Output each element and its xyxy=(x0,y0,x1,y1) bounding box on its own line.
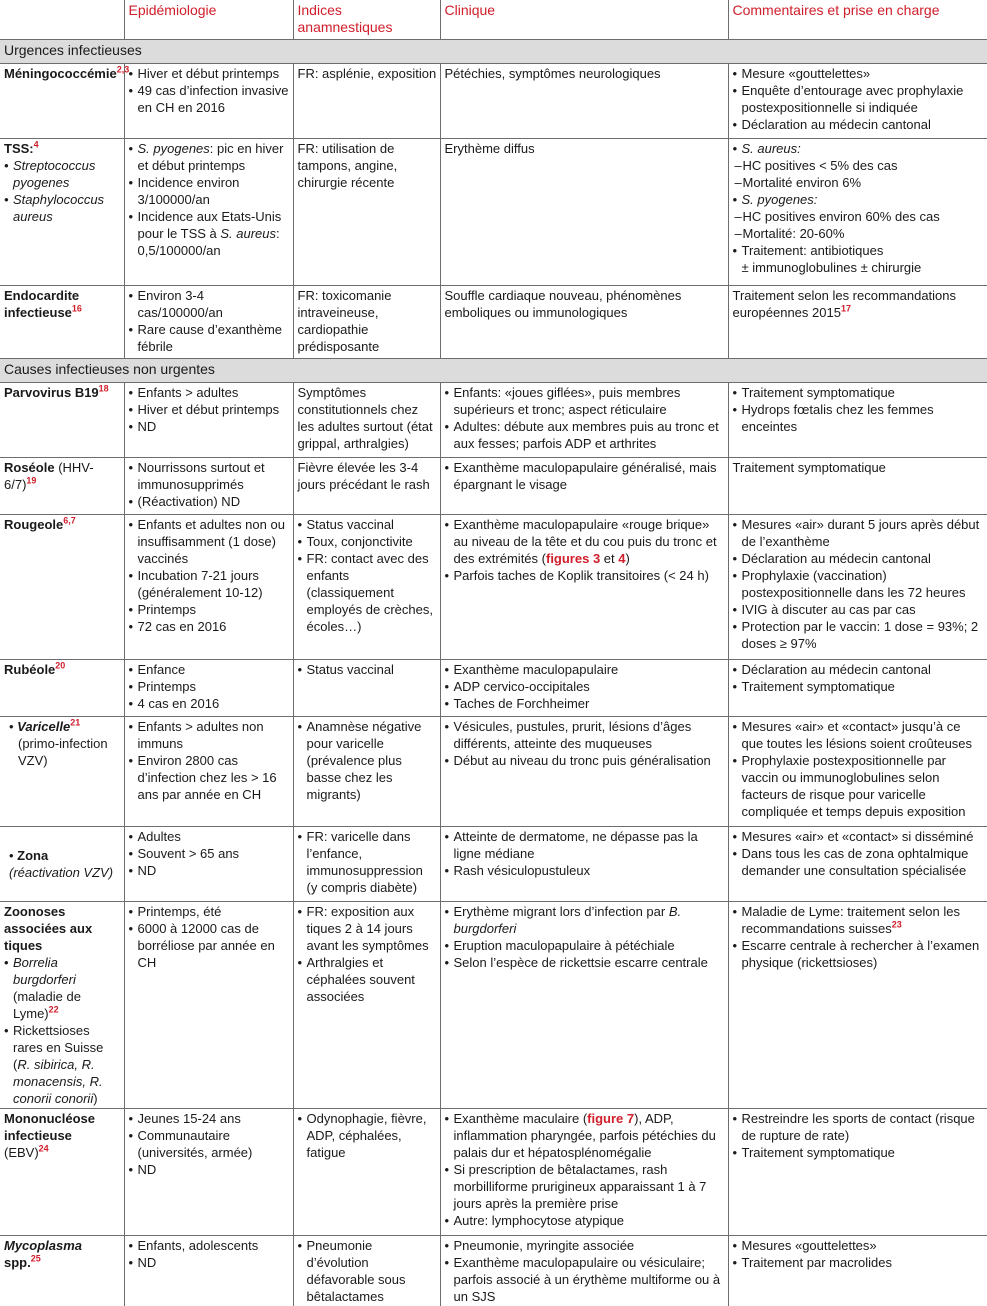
list-item: • Nourrissons surtout et immunosupprimés xyxy=(129,459,290,493)
commentaires-cell xyxy=(728,64,987,139)
list-item: • Hiver et début printemps xyxy=(129,65,290,82)
row-name: Méningococcémie$^{2,3}$ xyxy=(0,64,124,139)
list-item: • Mesures «air» durant 5 jours après début de l’exanthème xyxy=(733,516,985,550)
list-item: • Rickettsioses rares en Suisse (R. sibirica, R. monacensis, R. conorii conorii) xyxy=(4,1022,121,1107)
clinique-cell xyxy=(440,383,728,458)
list-item: – Mortalité environ 6% xyxy=(733,174,985,191)
list-item: • Status vaccinal xyxy=(298,516,437,533)
list-item: • ADP cervico-occipitales xyxy=(445,678,725,695)
commentaires-cell xyxy=(728,660,987,717)
list-item: • Déclaration au médecin cantonal xyxy=(733,661,985,678)
list-item: • Vésicules, pustules, prurit, lésions d’âges différents, atteinte des muqueuses xyxy=(445,718,725,752)
indices-cell: FR: utilisation de tampons, angine, chirurgie récente xyxy=(293,139,440,286)
row-name: TSS:$^4$ • Streptococcus pyogenes • Staphylococcus aureus xyxy=(0,139,124,286)
header-commentaires: Commentaires et prise en charge xyxy=(728,0,987,40)
list-item: • Erythème migrant lors d’infection par B. burgdorferi xyxy=(445,903,725,937)
list-item: • Protection par le vaccin: 1 dose = 93%; 2 doses ≥ 97% xyxy=(733,618,985,652)
list-item: • Mesures «gouttelettes» xyxy=(733,1237,985,1254)
clinique-cell xyxy=(440,717,728,827)
list-item: • 72 cas en 2016 xyxy=(129,618,290,635)
header-name xyxy=(0,0,124,40)
commentaires-cell: Traitement selon les recommandations européennes 2015$^{17}$ xyxy=(728,286,987,359)
list-item: • S. pyogenes: pic en hiver et début printemps xyxy=(129,140,290,174)
section-row xyxy=(0,359,987,383)
clinique-cell: Pétéchies, symptômes neurologiques xyxy=(440,64,728,139)
indices-cell: Fièvre élevée les 3-4 jours précédant le rash xyxy=(293,458,440,515)
list-item: • Environ 3-4 cas/100000/an xyxy=(129,287,290,321)
row-name: Parvovirus $B19^{18}$ xyxy=(0,383,124,458)
commentaires-cell xyxy=(728,902,987,1109)
list-item: • Pneumonie, myringite associée xyxy=(445,1237,725,1254)
section-row xyxy=(0,40,987,64)
commentaires-cell xyxy=(728,139,987,286)
figure-link[interactable]: 4 xyxy=(618,551,625,566)
epidemiologie-cell xyxy=(124,660,293,717)
list-item: • Toux, conjonctivite xyxy=(298,533,437,550)
table-row xyxy=(0,827,987,902)
row-name: • Zona (réactivation VZV) xyxy=(0,827,124,902)
list-item: • Enfants, adolescents xyxy=(129,1237,290,1254)
header-indices: Indices anamnestiques xyxy=(293,0,440,40)
list-item: • Enfants: «joues giflées», puis membres supérieurs et tronc; aspect réticulaire xyxy=(445,384,725,418)
indices-cell: FR: asplénie, exposition xyxy=(293,64,440,139)
list-item: • Traitement: antibiotiques xyxy=(733,242,985,259)
clinique-cell xyxy=(440,660,728,717)
list-item: • Adultes xyxy=(129,828,290,845)
figure-link[interactable]: figures 3 xyxy=(546,551,600,566)
epidemiologie-cell xyxy=(124,902,293,1109)
row-name: • Varicelle$^{21}$ (primo-infection VZV) xyxy=(0,717,124,827)
row-name: Roséole $(HHV-6/7)^{19}$ xyxy=(0,458,124,515)
table-row xyxy=(0,458,987,515)
list-item: • Eruption maculopapulaire à pétéchiale xyxy=(445,937,725,954)
list-item: • Pneumonie d’évolution défavorable sous bêtalactames xyxy=(298,1237,437,1305)
list-item: • Enfants > adultes xyxy=(129,384,290,401)
list-item: • Incubation 7-21 jours (généralement 10-12) xyxy=(129,567,290,601)
row-name: Endocardite infectieuse$^{16}$ xyxy=(0,286,124,359)
list-item: • FR: contact avec des enfants (classiquement employés de crèches, écoles…) xyxy=(298,550,437,635)
list-item: • Atteinte de dermatome, ne dépasse pas la ligne médiane xyxy=(445,828,725,862)
list-item: • Exanthème maculopapulaire «rouge brique» au niveau de la tête et du cou puis du tronc et des extrémités (figures 3 et 4) xyxy=(445,516,725,567)
list-item: • Prophylaxie (vaccination) postexpositionnelle dans les 72 heures xyxy=(733,567,985,601)
commentaires-cell: Traitement symptomatique xyxy=(728,458,987,515)
list-item: • Autre: lymphocytose atypique xyxy=(445,1212,725,1229)
list-item: • Printemps xyxy=(129,601,290,618)
indices-cell xyxy=(293,717,440,827)
list-item: • Odynophagie, fièvre, ADP, céphalées, fatigue xyxy=(298,1110,437,1161)
list-item: • Exanthème maculopapulaire ou vésiculaire; parfois associé à un érythème multiforme ou à un SJS xyxy=(445,1254,725,1305)
list-item: • IVIG à discuter au cas par cas xyxy=(733,601,985,618)
list-item: • FR: exposition aux tiques 2 à 14 jours avant les symptômes xyxy=(298,903,437,954)
list-item: • S. aureus: xyxy=(733,140,985,157)
indices-cell xyxy=(293,515,440,660)
list-item: • Taches de Forchheimer xyxy=(445,695,725,712)
header-epidemiologie: Epidémiologie xyxy=(124,0,293,40)
clinique-cell xyxy=(440,827,728,902)
list-item: • Incidence aux Etats-Unis pour le TSS à S. aureus: 0,5/100000/an xyxy=(129,208,290,259)
list-item: • Hiver et début printemps xyxy=(129,401,290,418)
list-item: – HC positives environ 60% des cas xyxy=(733,208,985,225)
epidemiologie-cell xyxy=(124,717,293,827)
list-item: • Traitement symptomatique xyxy=(733,1144,985,1161)
list-item: – Mortalité: 20-60% xyxy=(733,225,985,242)
header-row xyxy=(0,0,987,40)
list-item: • ND xyxy=(129,1161,290,1178)
list-item: • Dans tous les cas de zona ophtalmique demander une consultation spécialisée xyxy=(733,845,985,879)
list-item: • Maladie de Lyme: traitement selon les recommandations suisses$^{23}$ xyxy=(733,903,985,937)
epidemiologie-cell xyxy=(124,1109,293,1236)
list-item: • Rash vésiculopustuleux xyxy=(445,862,725,879)
list-item: • Staphylococcus aureus xyxy=(4,191,121,225)
list-item: • Souvent > 65 ans xyxy=(129,845,290,862)
list-item: • FR: varicelle dans l’enfance, immunosuppression (y compris diabète) xyxy=(298,828,437,896)
table-row xyxy=(0,1236,987,1306)
list-item: • Mesures «air» et «contact» si disséminé xyxy=(733,828,985,845)
list-item: • Enfants et adultes non ou insuffisamment (1 dose) vaccinés xyxy=(129,516,290,567)
list-item: • Selon l’espèce de rickettsie escarre centrale xyxy=(445,954,725,971)
table-row xyxy=(0,660,987,717)
list-item: • Status vaccinal xyxy=(298,661,437,678)
epidemiologie-cell xyxy=(124,286,293,359)
list-item: • ND xyxy=(129,1254,290,1271)
table-row xyxy=(0,902,987,1109)
list-item: • Si prescription de bêtalactames, rash morbilliforme prurigineux apparaissant 1 à 7 jours après la première prise xyxy=(445,1161,725,1212)
list-item: • Borrelia burgdorferi (maladie de Lyme)$^{22}$ xyxy=(4,954,121,1022)
list-item: • Début au niveau du tronc puis généralisation xyxy=(445,752,725,769)
commentaires-cell xyxy=(728,1236,987,1306)
table-row xyxy=(0,64,987,139)
row-name: Mycoplasma spp.$^{25}$ xyxy=(0,1236,124,1306)
list-item: • Déclaration au médecin cantonal xyxy=(733,550,985,567)
commentaires-cell xyxy=(728,827,987,902)
list-item: • 4 cas en 2016 xyxy=(129,695,290,712)
epidemiologie-cell xyxy=(124,515,293,660)
list-item: • Incidence environ 3/100000/an xyxy=(129,174,290,208)
clinique-cell: Erythème diffus xyxy=(440,139,728,286)
row-name: Mononucléose infectieuse (EBV)$^{24}$ xyxy=(0,1109,124,1236)
epidemiologie-cell xyxy=(124,139,293,286)
epidemiologie-cell xyxy=(124,458,293,515)
list-item: • Traitement symptomatique xyxy=(733,384,985,401)
list-item: • Streptococcus pyogenes xyxy=(4,157,121,191)
list-item: • Enfance xyxy=(129,661,290,678)
list-item: • ND xyxy=(129,862,290,879)
row-name: Rougeole$^{6,7}$ xyxy=(0,515,124,660)
list-item: • Exanthème maculopapulaire généralisé, mais épargnant le visage xyxy=(445,459,725,493)
list-item: • Printemps xyxy=(129,678,290,695)
table-row xyxy=(0,139,987,286)
list-item: • Environ 2800 cas d’infection chez les > 16 ans par année en CH xyxy=(129,752,290,803)
list-item: ± immunoglobulines ± chirurgie xyxy=(733,259,985,276)
indices-cell xyxy=(293,1109,440,1236)
epidemiologie-cell xyxy=(124,64,293,139)
list-item: • Mesure «gouttelettes» xyxy=(733,65,985,82)
epidemiologie-cell xyxy=(124,827,293,902)
figure-link[interactable]: figure 7 xyxy=(587,1111,634,1126)
list-item: • Communautaire (universités, armée) xyxy=(129,1127,290,1161)
list-item: – HC positives < 5% des cas xyxy=(733,157,985,174)
list-item: • Parfois taches de Koplik transitoires (< 24 h) xyxy=(445,567,725,584)
section-title: Causes infectieuses non urgentes xyxy=(0,359,987,383)
epidemiologie-cell xyxy=(124,383,293,458)
commentaires-cell xyxy=(728,383,987,458)
commentaires-cell xyxy=(728,717,987,827)
table-row xyxy=(0,717,987,827)
list-item: • Restreindre les sports de contact (risque de rupture de rate) xyxy=(733,1110,985,1144)
list-item: • 49 cas d’infection invasive en CH en 2016 xyxy=(129,82,290,116)
list-item: • Traitement par macrolides xyxy=(733,1254,985,1271)
indices-cell xyxy=(293,1236,440,1306)
list-item: • Enquête d’entourage avec prophylaxie postexpositionnelle si indiquée xyxy=(733,82,985,116)
list-item: • Traitement symptomatique xyxy=(733,678,985,695)
list-item: • Anamnèse négative pour varicelle (prévalence plus basse chez les migrants) xyxy=(298,718,437,803)
clinique-cell xyxy=(440,515,728,660)
list-item: • S. pyogenes: xyxy=(733,191,985,208)
list-item: • Mesures «air» et «contact» jusqu’à ce que toutes les lésions soient croûteuses xyxy=(733,718,985,752)
indices-cell: FR: toxicomanie intraveineuse, cardiopathie prédisposante xyxy=(293,286,440,359)
epidemiologie-cell xyxy=(124,1236,293,1306)
list-item: • Arthralgies et céphalées souvent associées xyxy=(298,954,437,1005)
table-row xyxy=(0,286,987,359)
indices-cell xyxy=(293,660,440,717)
list-item: • Exanthème maculopapulaire xyxy=(445,661,725,678)
list-item: • 6000 à 12000 cas de borréliose par année en CH xyxy=(129,920,290,971)
section-title: Urgences infectieuses xyxy=(0,40,987,64)
clinique-cell xyxy=(440,458,728,515)
indices-cell: Symptômes constitutionnels chez les adultes surtout (état grippal, arthralgies) xyxy=(293,383,440,458)
list-item: • Adultes: débute aux membres puis au tronc et aux fesses; parfois ADP et arthrites xyxy=(445,418,725,452)
list-item: • Rare cause d’exanthème fébrile xyxy=(129,321,290,355)
list-item: • Déclaration au médecin cantonal xyxy=(733,116,985,133)
list-item: • Escarre centrale à rechercher à l’examen physique (rickettsioses) xyxy=(733,937,985,971)
list-item: • Printemps, été xyxy=(129,903,290,920)
list-item: • Enfants > adultes non immuns xyxy=(129,718,290,752)
clinique-cell xyxy=(440,1236,728,1306)
table-row xyxy=(0,1109,987,1236)
indices-cell xyxy=(293,827,440,902)
indices-cell xyxy=(293,902,440,1109)
row-name: Rubéole$^{20}$ xyxy=(0,660,124,717)
list-item: • Hydrops fœtalis chez les femmes enceintes xyxy=(733,401,985,435)
list-item: • Exanthème maculaire (figure 7), ADP, inflammation pharyngée, parfois pétéchies du palais dur et hépatosplénomégalie xyxy=(445,1110,725,1161)
commentaires-cell xyxy=(728,515,987,660)
clinique-cell xyxy=(440,902,728,1109)
clinique-cell: Souffle cardiaque nouveau, phénomènes emboliques ou immunologiques xyxy=(440,286,728,359)
clinique-cell xyxy=(440,1109,728,1236)
list-item: • Jeunes 15-24 ans xyxy=(129,1110,290,1127)
row-name: Zoonoses associées aux tiques • Borrelia burgdorferi (maladie de Lyme)$^{22}$ • Rickettsioses rares en Suisse (R. sibirica, R. monacensis, R. conorii conorii) xyxy=(0,902,124,1109)
header-clinique: Clinique xyxy=(440,0,728,40)
list-item: • ND xyxy=(129,418,290,435)
table-row xyxy=(0,383,987,458)
list-item: • (Réactivation) ND xyxy=(129,493,290,510)
table-row xyxy=(0,515,987,660)
list-item: • Prophylaxie postexpositionnelle par vaccin ou immunoglobulines selon facteurs de risque pour varicelle compliquée et temps depuis exposition xyxy=(733,752,985,820)
commentaires-cell xyxy=(728,1109,987,1236)
